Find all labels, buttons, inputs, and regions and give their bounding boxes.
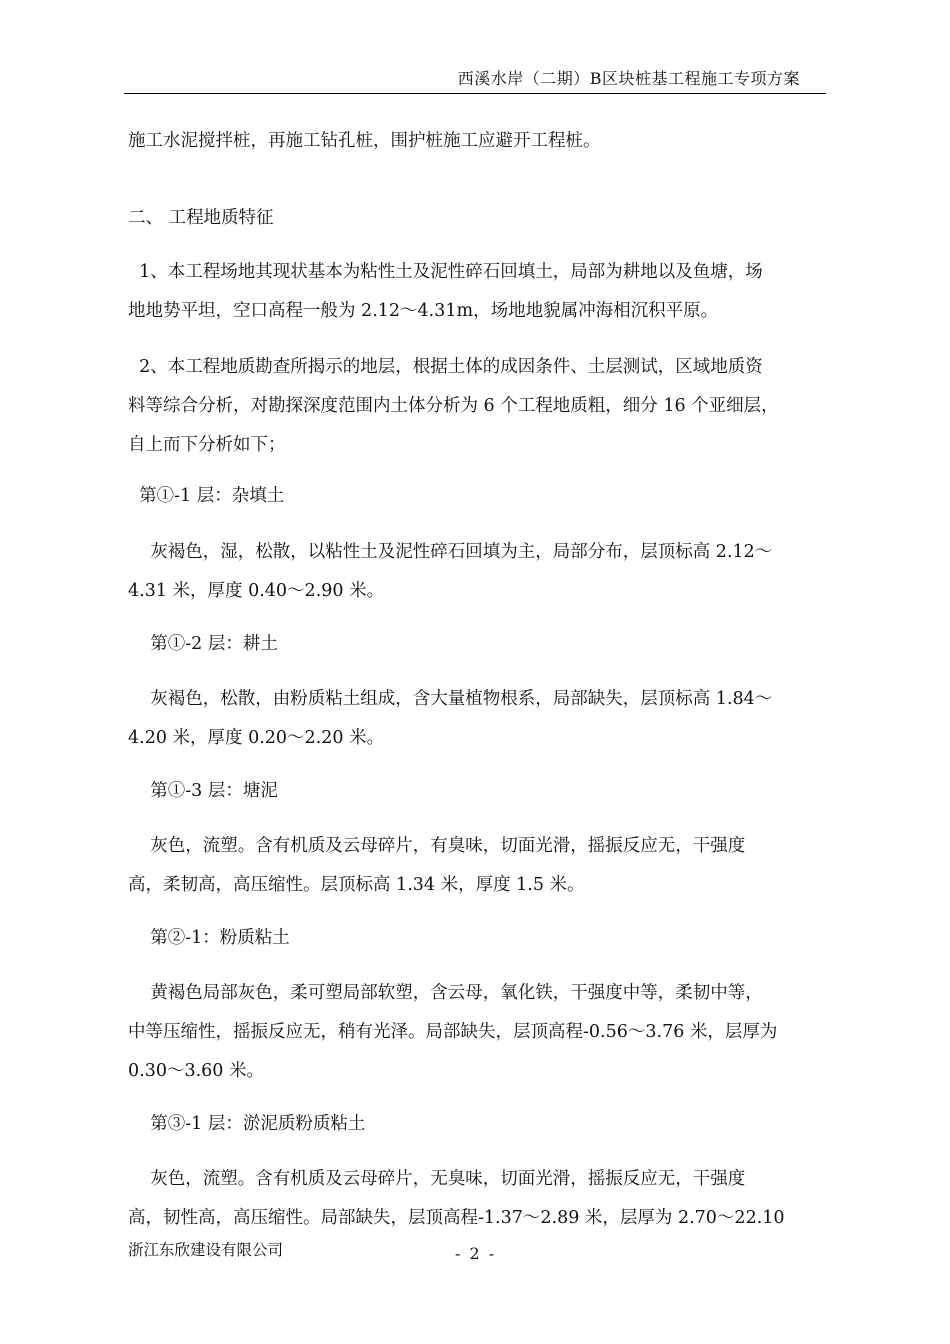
body-line: 自上而下分析如下； — [128, 435, 286, 455]
body-line: 2、本工程地质勘查所揭示的地层，根据土体的成因条件、土层测试，区域地质资 — [128, 357, 763, 377]
footer-company: 浙江东欣建设有限公司 — [128, 1241, 284, 1259]
body-line: 灰色，流塑。含有机质及云母碎片，有臭味，切面光滑，摇振反应无，干强度 — [128, 836, 746, 856]
body-line: 灰色，流塑。含有机质及云母碎片，无臭味，切面光滑，摇振反应无，干强度 — [128, 1169, 746, 1189]
body-line: 高，柔韧高，高压缩性。层顶标高 1.34 米，厚度 1.5 米。 — [128, 875, 585, 895]
body-line: 1、本工程场地其现状基本为粘性土及泥性碎石回填土，局部为耕地以及鱼塘，场 — [128, 262, 763, 282]
layer-heading: 第①-2 层：耕土 — [128, 634, 278, 654]
body-line: 施工水泥搅拌桩，再施工钻孔桩，围护桩施工应避开工程桩。 — [128, 131, 601, 151]
body-line: 地地势平坦，空口高程一般为 2.12～4.31m，场地地貌属冲海相沉积平原。 — [128, 301, 719, 321]
page-number: - 2 - — [455, 1244, 497, 1263]
layer-heading: 第①-3 层：塘泥 — [128, 781, 278, 801]
header-title: 西溪水岸（二期）B区块桩基工程施工专项方案 — [457, 69, 800, 88]
body-line: 灰褐色，松散，由粉质粘土组成，含大量植物根系，局部缺失，层顶标高 1.84～ — [128, 689, 773, 709]
body-line: 0.30～3.60 米。 — [128, 1061, 264, 1081]
body-line: 黄褐色局部灰色，柔可塑局部软塑，含云母，氧化铁，干强度中等，柔韧中等， — [128, 983, 763, 1003]
body-line: 中等压缩性，摇振反应无，稍有光泽。局部缺失，层顶高程-0.56～3.76 米，层厚为 — [128, 1022, 778, 1042]
body-line: 灰褐色，湿，松散，以粘性土及泥性碎石回填为主，局部分布，层顶标高 2.12～ — [128, 542, 773, 562]
body-line: 高，韧性高，高压缩性。局部缺失，层顶高程-1.37～2.89 米，层厚为 2.70～22.10 — [128, 1208, 785, 1228]
header-rule — [124, 93, 826, 94]
layer-heading: 第①-1 层：杂填土 — [128, 486, 285, 506]
body-line: 4.20 米，厚度 0.20～2.20 米。 — [128, 728, 385, 748]
section-heading: 二、 工程地质特征 — [128, 208, 274, 228]
body-line: 4.31 米，厚度 0.40～2.90 米。 — [128, 581, 385, 601]
body-line: 料等综合分析，对勘探深度范围内土体分析为 6 个工程地质粗，细分 16 个亚细层， — [128, 396, 779, 416]
layer-heading: 第③-1 层：淤泥质粉质粘土 — [128, 1114, 366, 1134]
layer-heading: 第②-1：粉质粘土 — [128, 928, 290, 948]
